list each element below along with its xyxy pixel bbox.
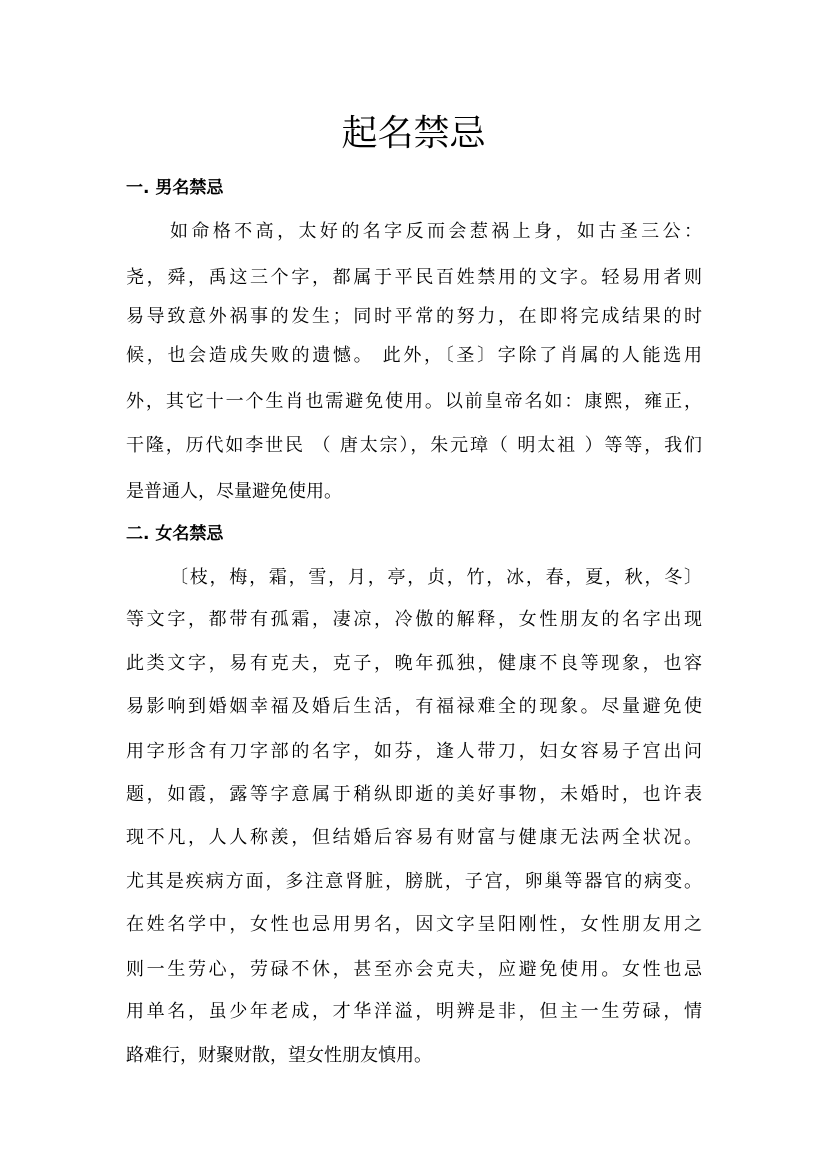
paragraph-line: 路难行，财聚财散，望女性朋友慎用。	[126, 1045, 432, 1066]
page-title: 起名禁忌	[341, 113, 486, 154]
paragraph-line: 易导致意外祸事的发生；同时平常的努力，在即将完成结果的时	[126, 306, 702, 327]
paragraph-line: 外，其它十一个生肖也需避免使用。以前皇帝名如：康熙，雍正，	[126, 391, 702, 412]
paragraph-line: 是普通人，尽量避免使用。	[126, 481, 342, 502]
section-heading-female: 二. 女名禁忌	[126, 524, 224, 544]
paragraph-line: 尤其是疾病方面，多注意肾脏，膀胱，子宫，卵巢等器官的病变。	[126, 871, 702, 892]
paragraph-line: 在姓名学中，女性也忌用男名，因文字呈阳刚性，女性朋友用之	[126, 914, 702, 935]
paragraph-line: 题，如霞，露等字意属于稍纵即逝的美好事物，未婚时，也许表	[126, 784, 702, 805]
section-heading-male: 一. 男名禁忌	[126, 178, 224, 198]
paragraph-line: 候，也会造成失败的遗憾。 此外，〔圣〕字除了肖属的人能选用	[126, 345, 702, 366]
paragraph-line: 易影响到婚姻幸福及婚后生活，有福禄难全的现象。尽量避免使	[126, 696, 702, 717]
paragraph-line: 现不凡，人人称羡，但结婚后容易有财富与健康无法两全状况。	[126, 827, 702, 848]
paragraph-line: 等文字，都带有孤霜，凄凉，冷傲的解释，女性朋友的名字出现	[126, 609, 702, 630]
paragraph-line: 用字形含有刀字部的名字，如芬，逢人带刀，妇女容易子宫出问	[126, 741, 702, 762]
paragraph-line: 干隆，历代如李世民 （ 唐太宗），朱元璋（ 明太祖 ）等等，我们	[126, 435, 702, 456]
paragraph-line: 用单名，虽少年老成，才华洋溢，明辨是非，但主一生劳碌，情	[126, 1001, 702, 1022]
paragraph-line: 则一生劳心，劳碌不休，甚至亦会克夫，应避免使用。女性也忌	[126, 959, 702, 980]
paragraph-line: 尧，舜，禹这三个字，都属于平民百姓禁用的文字。轻易用者则	[126, 267, 702, 288]
paragraph-line: 〔枝，梅，霜，雪，月，亭，贞，竹，冰，春，夏，秋，冬〕	[170, 567, 702, 588]
paragraph-line: 如命格不高，太好的名字反而会惹祸上身，如古圣三公：	[170, 221, 702, 242]
paragraph-line: 此类文字，易有克夫，克子，晚年孤独，健康不良等现象，也容	[126, 653, 702, 674]
